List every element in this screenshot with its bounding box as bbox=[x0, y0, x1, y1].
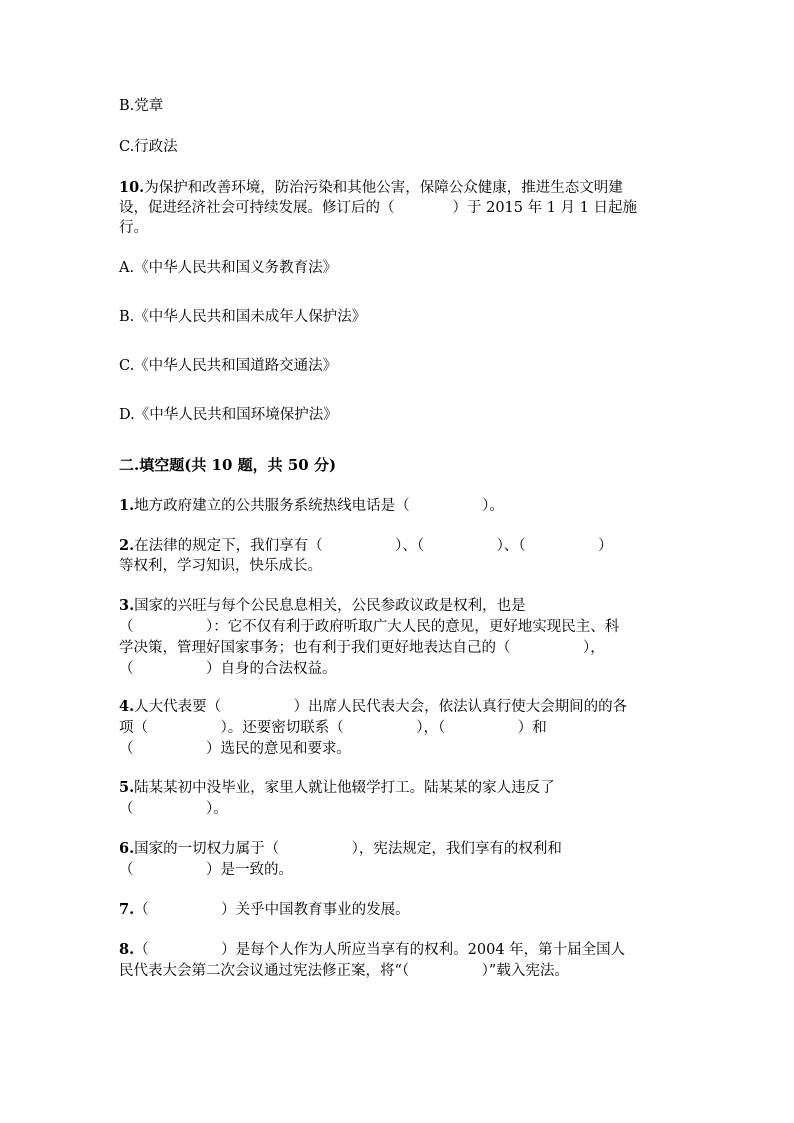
question-number: 6. bbox=[119, 840, 135, 857]
question-number: 5. bbox=[119, 779, 135, 796]
question-number: 2. bbox=[119, 537, 135, 554]
document-page: B.党章 C.行政法 10.为保护和改善环境，防治污染和其他公害，保障公众健康，推进生态文明建 设，促进经济社会可持续发展。修订后的（ ）于 2015 年 1 月 1 日起施 行。 A.《中华人民共和国义务教育法》 B.《中华人民共和国未成年人保护法》 C.《中华人民共和国道路交通法》 D.《中华人民共和国环境保护法》 二.填空题(共 10 题，共 50 分) 1.地方政府建立的公共服务系统热线电话是（ ）。 2.在法律的规定下，我们享有（ ）、（ ）、（ ） 等权利，学习知识，快乐成长。 3.国家的兴旺与每个公民息息相关，公民参政议政是权利，也是 （ ）：它不仅有利于政府听取广大人民的意见，更好地实现民主、科 学决策，管理好国家事务；也有利于我们更好地表达自己的（ ）， （ ）自身的合法权益。 4.人大代表要（ ）出席人民代表大会，依法认真行使大会期间的的各 项（ ）。还要密切联系（ ），（ ）和 （ ）选民的意见和要求。 5.陆某某初中没毕业，家里人就让他辍学打工。陆某某的家人违反了 （ ）。 6.国家的一切权力属于（ ），宪法规定，我们享有的权利和 （ ）是一致的。 7.（ ）关乎中国教育事业的发展。 8.（ ）是每个人作为人所应当享有的权利。2004 年，第十届全国人 民代表大会第二次会议通过宪法修正案，将“（ ）”载入宪法。 bbox=[0, 0, 794, 1123]
question-number: 8. bbox=[119, 941, 135, 958]
section-title-fill-in-blanks: 二.填空题(共 10 题，共 50 分) bbox=[119, 456, 337, 474]
question-number: 3. bbox=[119, 597, 135, 614]
option-b-party-constitution: B.党章 bbox=[119, 98, 164, 114]
question-10-line-3: 行。 bbox=[119, 220, 148, 236]
question-number: 4. bbox=[119, 698, 135, 715]
question-10-line-1: 10.为保护和改善环境，防治污染和其他公害，保障公众健康，推进生态文明建 bbox=[119, 179, 623, 196]
question-10-option-c: C.《中华人民共和国道路交通法》 bbox=[119, 358, 338, 374]
question-number: 7. bbox=[119, 901, 135, 918]
option-c-administrative-law: C.行政法 bbox=[119, 139, 178, 155]
question-10-option-a: A.《中华人民共和国义务教育法》 bbox=[119, 260, 338, 276]
question-10-line-2: 设，促进经济社会可持续发展。修订后的（ ）于 2015 年 1 月 1 日起施 bbox=[119, 200, 638, 216]
question-10-option-b: B.《中华人民共和国未成年人保护法》 bbox=[119, 309, 367, 325]
question-10-option-d: D.《中华人民共和国环境保护法》 bbox=[119, 407, 338, 423]
question-number: 1. bbox=[119, 497, 135, 514]
question-number: 10. bbox=[119, 179, 145, 196]
